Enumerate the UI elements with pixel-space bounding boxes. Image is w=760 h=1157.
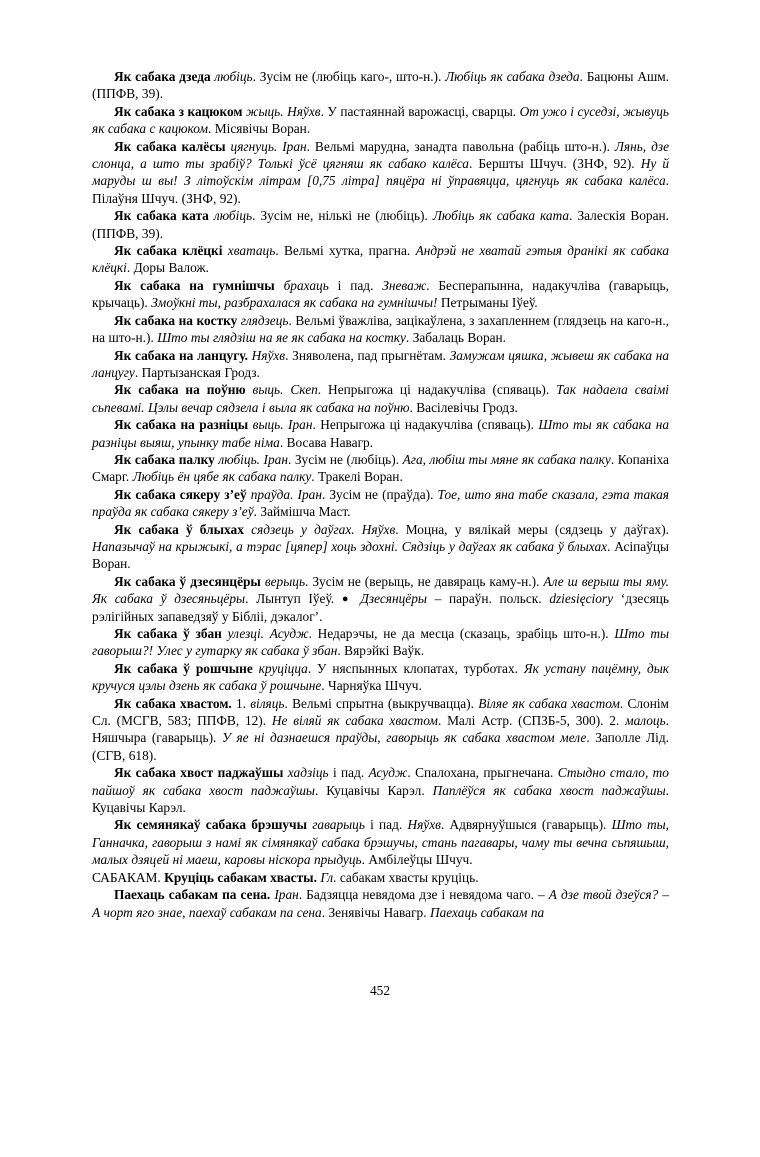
entry-headword: Як сабака ў рошчыне (114, 660, 253, 676)
entry-note-gloss: ‘дзесяць рэлігійных запаведзяў у Бібліі, дэкалог’. (92, 591, 669, 624)
entry-example: Як устану пацёмну, дык кручуся цэлы дзень як сабака ў рошчыне (92, 660, 670, 694)
entry-grammar: жыць (242, 103, 281, 119)
entry-definition: . Зусім не (праўда). (321, 486, 438, 502)
entry-example: Што ты, Ганначка, гаворыш з намі як сімянякаў сабака брэшучы, стань пагавары, чаму ты вечна сьпяшыш, малых дзяцей ні маеш, каровы ніскора прыдуць (92, 817, 670, 868)
entry-label: Няўхв (247, 347, 286, 363)
entry-sense-1-definition: . Вельмі спрытна (выкручвацца). (284, 695, 479, 711)
entry-label: . Іран (280, 417, 313, 433)
entry-example-2: Ну й маруды ш вы! З літоўскім літрам [0,75 літра] пяцёра ні ўправяцца, цягнуць як сабака калёса (92, 156, 669, 189)
entry-source: . Куцавічы Карэл. (314, 782, 433, 798)
entry-example: Змоўкні ты, разбрахалася як сабака на гумнішчы! (151, 295, 438, 311)
entry-grammar: хадзіць (283, 765, 329, 781)
entry-source: . Чарняўка Шчуч. (321, 678, 422, 694)
entry-label: . Няўхв (351, 521, 396, 537)
entry-headword: Паехаць сабакам па сена. (114, 887, 271, 903)
entry-source: . Васілевічы Гродз. (409, 399, 518, 415)
entry-example: Лянь, дзе слонца, а што ты зрабіў? Толькі ўсё цягняш як сабако калёса (92, 138, 669, 172)
entry-label: . Іран (256, 451, 288, 467)
entry-label: . Асудж (260, 626, 309, 641)
entry-source: . Восава Навагр. (279, 434, 374, 450)
entry-example: Што ты гаворыш?! Улес у гутарку як сабака ў збан (92, 626, 669, 659)
dictionary-entry (92, 242, 669, 277)
entry-headword: Як сабака хвост паджаўшы (114, 765, 284, 781)
dictionary-entry (92, 138, 669, 208)
entry-sense-1-example: Віляе як сабака хвастом (478, 695, 620, 711)
bullet-icon: ● (341, 593, 353, 606)
entry-grammar: гаварыць (307, 817, 365, 833)
entry-example: Стыдно стало, то пайшоў як сабака хвост паджаўшы (92, 765, 669, 798)
entry-label: . Іран (273, 138, 307, 154)
entry-definition: . Зусім не, нількі не (любіць). (252, 208, 433, 224)
entry-label: . Няўхв (280, 103, 321, 119)
entry-source: . Бацюны Ашм. (ППФВ, 39). (92, 69, 670, 102)
page-number: 452 (369, 983, 390, 998)
entry-headword: Як сабака калёсы (114, 138, 226, 154)
entry-grammar: любіць (210, 69, 253, 84)
entry-label: Гл (316, 869, 334, 885)
entry-definition: . У пастаяннай варожасці, сварцы. (320, 103, 520, 119)
entry-headword: Як сабака на гумнішчы (114, 277, 275, 293)
entry-source: . Вярэйкі Ваўк. (337, 643, 425, 659)
dictionary-entry (92, 625, 669, 660)
entry-label: . Іран (290, 486, 322, 502)
entry-headword: Як сабака на ланцугу. (114, 347, 248, 363)
entry-definition: . Зусім не (любіць каго-, што-н.). (252, 69, 446, 84)
entry-definition: . сабакам хвасты круціць. (333, 869, 479, 885)
entry-note-foreign: dziesięciory (549, 591, 614, 607)
entry-example-2: Паплёўся як сабака хвост паджаўшы (432, 782, 666, 798)
entry-body-pre: і пад. (364, 817, 408, 833)
entry-source: . Місявічы Воран. (207, 121, 311, 137)
entry-headword: Як сабака сякеру з’еў (114, 486, 247, 502)
entry-body-pre: і пад. (328, 765, 369, 781)
entry-source: . Партызанская Гродз. (134, 364, 260, 380)
entry-definition: . Зняволена, пад прыгнётам. (285, 347, 450, 363)
entry-example-2: Паехаць сабакам па (430, 904, 545, 920)
entry-source: . Займішча Маст. (253, 504, 351, 520)
entry-sense-1-grammar: віляць (250, 695, 285, 711)
entry-body-pre: і пад. (328, 277, 383, 293)
entry-note-body: – параўн. польск. (426, 591, 550, 607)
entry-label: . Скеп (280, 382, 318, 398)
entry-definition: . Вельмі марудна, занадта павольна (рабіць што-н.). (306, 138, 615, 154)
dictionary-entry (92, 416, 669, 451)
dictionary-entry (92, 486, 669, 521)
dictionary-entry (92, 521, 669, 573)
entry-source: . Доры Валож. (126, 260, 209, 276)
entry-definition: . Бадзяцца невядома дзе і невядома чаго. (298, 887, 539, 903)
entry-definition: . Вельмі хутка, прагна. (275, 243, 416, 259)
entry-grammar: брахаць (274, 277, 329, 293)
entry-sense-2-number: 2. (609, 713, 626, 729)
entry-sense-2-source: . Заполле Лід. (СГВ, 618). (92, 730, 669, 763)
dictionary-entry (92, 764, 669, 816)
entry-sense-2-definition: . Няшчыра (гаварыць). (92, 713, 670, 746)
entry-headword: Круціць сабакам хвасты. (164, 869, 317, 885)
entry-headword: Як сабака з кацюком (114, 103, 243, 119)
entry-definition: . Спалохана, прыгнечана. (407, 765, 558, 781)
entry-grammar: любіць (214, 451, 257, 467)
entry-definition: . Вельмі ўважліва, зацікаўлена, з захапленнем (глядзець на каго-н., на што-н.). (92, 312, 669, 346)
entry-sense-1-number: 1. (231, 695, 251, 711)
entry-definition: . Непрыгожа ці надакучліва (спяваць). (312, 417, 539, 433)
entry-definition: . У няспынных клопатах, турботах. (307, 660, 524, 676)
entry-definition: . Непрыгожа ці надакучліва (спяваць). (317, 382, 557, 398)
entry-note-term: Дзесянцёры (352, 591, 427, 607)
entry-definition: . Моцна, у вялікай меры (сядзець у даўгах). (395, 521, 670, 537)
entry-definition: . Адвярнуўшыся (гаварыць). (440, 817, 612, 833)
entry-grammar: хватаць (222, 243, 276, 259)
dictionary-entry (92, 573, 669, 625)
entry-grammar: улезці (221, 626, 261, 641)
entry-definition: . Зусім не (любіць). (287, 451, 403, 467)
entry-headword: Як сабака палку (114, 451, 215, 467)
dictionary-entry (92, 451, 669, 486)
entry-headword: Як сабака на поўню (114, 382, 246, 398)
entry-source-2: . Тракелі Воран. (311, 469, 403, 485)
entry-grammar: выць (245, 382, 281, 398)
entry-example: Напазычаў на крыжыкі, а тэрас [цяпер] хоць здохні. Сядзіць у даўгах як сабака ў блыхах (92, 538, 608, 554)
entry-example: Любіць як сабака дзеда (445, 69, 580, 84)
entry-example: От ужо і суседзі, жывуць як сабака с кацюком (92, 103, 669, 137)
entry-sense-2-grammar: малоць (625, 713, 666, 729)
dictionary-entry (92, 347, 669, 382)
entry-source: . Забалаць Воран. (405, 330, 507, 346)
entry-example: Што ты глядзіш на яе як сабака на костку (157, 330, 406, 346)
entry-example: Андрэй не хватай гэтыя дранікі як сабака клёцкі (92, 243, 669, 276)
entry-sense-1-example-2: Не віляй як сабака хвастом (271, 713, 438, 729)
entry-source: . Бершты Шчуч. (ЗНФ, 92). (468, 156, 641, 172)
entry-grammar: глядзець (237, 312, 289, 328)
entry-source: . Асіпаўцы Воран. (92, 538, 669, 572)
entry-source: . Зенявічы Навагр. (321, 904, 430, 920)
entry-source-2: . Пілаўня Шчуч. (ЗНФ, 92). (92, 173, 669, 206)
entry-headword: Як сабака ў дзесянцёры (114, 573, 261, 589)
dictionary-entry (92, 277, 669, 312)
entry-example: Замужам цяшка, жывеш як сабака на ланцугу (92, 347, 669, 380)
entry-label: Няўхв (407, 817, 441, 833)
entry-sense-1-source: . Слонім Сл. (МСГВ, 583; ППФВ, 12). (92, 695, 669, 729)
entry-example: Любіць як сабака ката (432, 208, 570, 224)
entry-example: Тое, што яна табе сказала, гэта такая праўда як сабака сякеру з’еў (92, 486, 669, 520)
entry-label: Асудж (368, 765, 408, 781)
entry-grammar: верыць (260, 573, 306, 589)
entry-grammar: выць (248, 417, 281, 433)
entry-headword: Як сабака на разніцы (114, 417, 249, 433)
dictionary-entry (92, 381, 669, 416)
entry-headword: Як сабака хвастом. (114, 695, 232, 711)
entry-source: . Копаніха Смарг. (92, 451, 669, 485)
dictionary-entry (92, 886, 669, 921)
dictionary-entry (92, 207, 669, 242)
dictionary-entry-headword-group (92, 869, 669, 886)
entry-source: Петрыманы Іўеў. (437, 295, 538, 311)
entry-headword: Як сабака ў збан (114, 626, 222, 641)
entry-grammar: круціцца (252, 660, 308, 676)
entry-label: Зневаж (382, 277, 427, 293)
entry-source-2: . Куцавічы Карэл. (92, 782, 670, 816)
entry-headword: Як сабака ў блыхах (114, 521, 244, 537)
entry-definition: . Зусім не (верыць, не давяраць каму-н.). (305, 573, 544, 589)
entry-source: . Лынтуп Іўеў. (245, 591, 342, 607)
entry-headword-caps: САБАКАМ. (92, 869, 165, 885)
entry-headword: Як семянякаў сабака брэшучы (114, 817, 307, 833)
entry-headword: Як сабака дзеда (114, 69, 211, 84)
entry-example: – А дзе твой дзеўся? – А чорт яго знае, паехаў сабакам па сена (92, 887, 670, 920)
entry-definition: . Недарэчы, не да месца (сказаць, зрабіць што-н.). (308, 626, 615, 641)
entry-source: . Залескія Воран. (ППФВ, 39). (92, 208, 669, 241)
entry-example: Так надаела сваімі сьпевамі. Цэлы вечар сядзела і выла як сабака на поўню (92, 382, 669, 415)
entry-example: Што ты як сабака на разніцы выяш, упынку табе німа (92, 417, 669, 450)
entry-grammar: цягнуць (225, 138, 274, 154)
dictionary-entry (92, 816, 669, 868)
entry-headword: Як сабака ката (114, 208, 209, 224)
dictionary-entry (92, 660, 669, 695)
entry-example: Ага, любіш ты мяне як сабака палку (402, 451, 611, 467)
entry-headword: Як сабака на костку (114, 312, 238, 328)
entry-sense-2-example: У яе ні дазнаешся праўды, гаворыць як сабака хвастом меле (221, 730, 587, 746)
entry-source: . Амбілеўцы Шчуч. (361, 852, 473, 868)
entry-label: Іран (270, 887, 299, 903)
entry-grammar: любіць (208, 208, 253, 224)
entry-example-2: Любіць ён цябе як сабака палку (132, 469, 312, 485)
entry-definition: . Бесперапынна, надакучліва (гаварыць, крычаць). (92, 277, 669, 311)
dictionary-entry (92, 103, 669, 138)
entry-sense-1-source-2: . Малі Астр. (СПЗБ-5, 300). (437, 713, 610, 729)
dictionary-entry (92, 695, 669, 765)
text-column (92, 68, 669, 921)
dictionary-entry (92, 68, 669, 103)
entry-headword: Як сабака клёцкі (114, 243, 223, 259)
entry-example: Але ш верыш ты яму. Як сабака ў дзесяньцёры (92, 573, 669, 607)
entry-grammar: сядзець у даўгах (243, 521, 352, 537)
entry-grammar: праўда (246, 486, 291, 502)
dictionary-entry (92, 312, 669, 347)
